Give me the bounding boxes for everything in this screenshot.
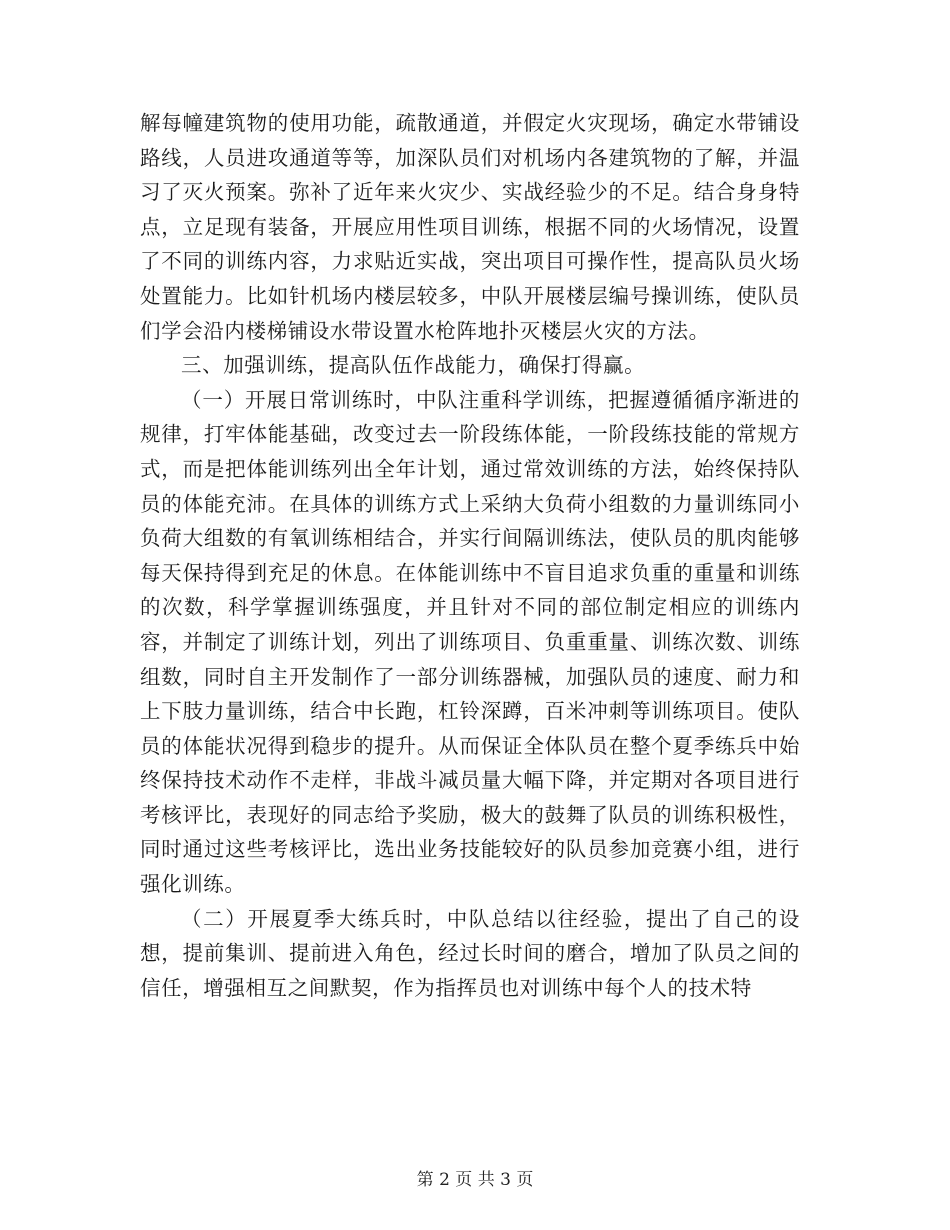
- paragraph-daily-training: （一）开展日常训练时，中队注重科学训练，把握遵循循序渐进的规律，打牢体能基础，改变过去一阶段练体能，一阶段练技能的常规方式，而是把体能训练列出全年计划，通过常效训练的方法，始终保持队员的体能充沛。在具体的训练方式上采纳大负荷小组数的力量训练同小负荷大组数的有氧训练相结合，并实行间隔训练法，使队员的肌肉能够每天保持得到充足的休息。在体能训练中不盲目追求负重的重量和训练的次数，科学掌握训练强度，并且针对不同的部位制定相应的训练内容，并制定了训练计划，列出了训练项目、负重重量、训练次数、训练组数，同时自主开发制作了一部分训练器械，加强队员的速度、耐力和上下肢力量训练，结合中长跑，杠铃深蹲，百米冲刺等训练项目。使队员的体能状况得到稳步的提升。从而保证全体队员在整个夏季练兵中始终保持技术动作不走样，非战斗减员量大幅下降，并定期对各项目进行考核评比，表现好的同志给予奖励，极大的鼓舞了队员的训练积极性，同时通过这些考核评比，选出业务技能较好的队员参加竞赛小组，进行强化训练。: [140, 387, 800, 897]
- paragraph-continuation: 解每幢建筑物的使用功能，疏散通道，并假定火灾现场，确定水带铺设路线，人员进攻通道等等，加深队员们对机场内各建筑物的了解，并温习了灭火预案。弥补了近年来火灾少、实战经验少的不足。结合身身特点，立足现有装备，开展应用性项目训练，根据不同的火场情况，设置了不同的训练内容，力求贴近实战，突出项目可操作性，提高队员火场处置能力。比如针机场内楼层较多，中队开展楼层编号操训练，使队员们学会沿内楼梯铺设水带设置水枪阵地扑灭楼层火灾的方法。: [140, 111, 800, 343]
- section-heading: 三、加强训练，提高队伍作战能力，确保打得赢。: [181, 353, 646, 378]
- paragraph-summer-training: （二）开展夏季大练兵时，中队总结以往经验，提出了自己的设想，提前集训、提前进入角色，经过长时间的磨合，增加了队员之间的信任，增强相互之间默契，作为指挥员也对训练中每个人的技术特: [140, 906, 800, 1000]
- document-body: [140, 106, 800, 1005]
- page-number-footer: 第 2 页 共 3 页: [416, 1170, 534, 1190]
